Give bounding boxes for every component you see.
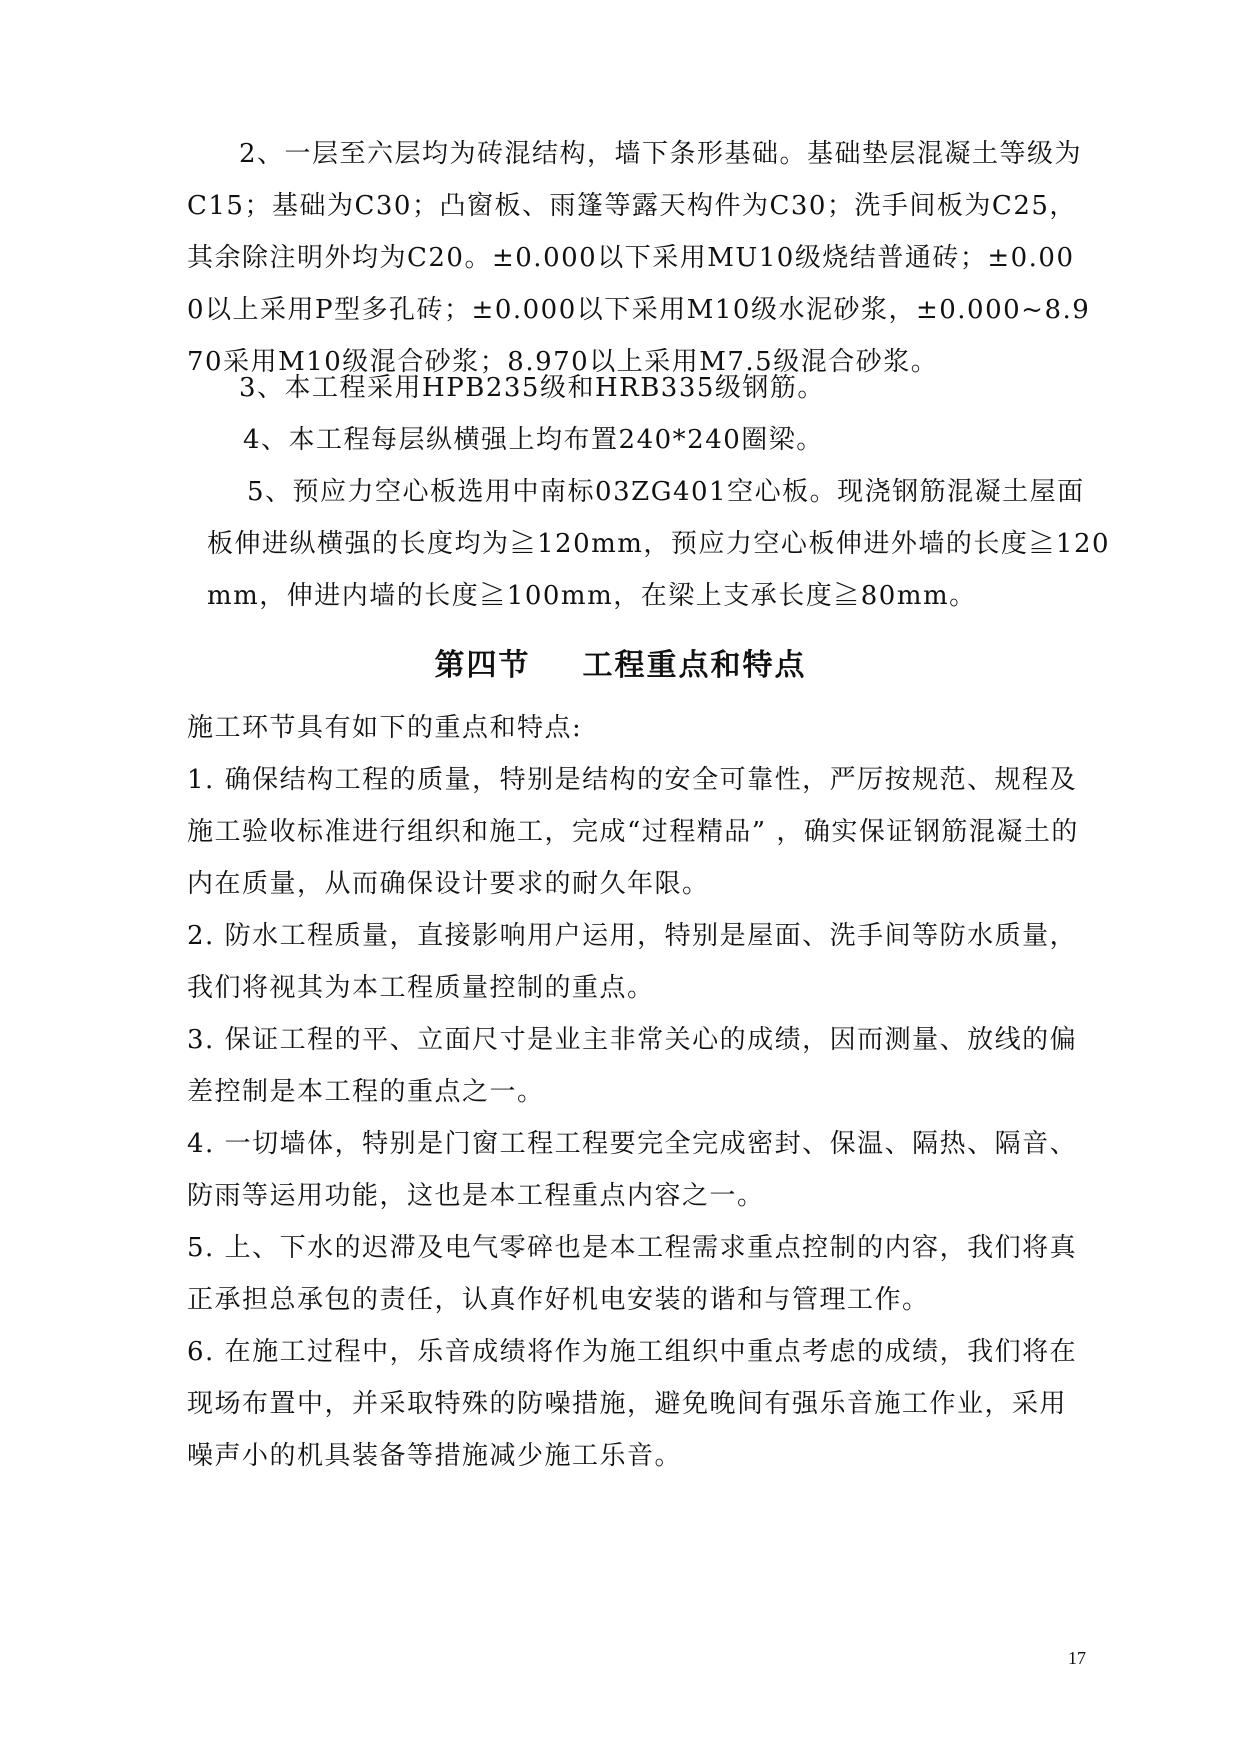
page-number: 17 bbox=[1068, 1648, 1086, 1668]
paragraph-5: 5、预应力空心板选用中南标03ZG401空心板。现浇钢筋混凝土屋面板伸进纵横强的长度均为≧120mm，预应力空心板伸进外墙的长度≧120mm，伸进内墙的长度≧100mm，在梁上支承长度≧80mm。 bbox=[207, 477, 1111, 611]
list-item-4: 4. 一切墙体，特别是门窗工程工程要完全完成密封、保温、隔热、隔音、防雨等运用功能，这也是本工程重点内容之一。 bbox=[187, 1129, 1078, 1211]
list-item-1: 1. 确保结构工程的质量，特别是结构的安全可靠性，严厉按规范、规程及施工验收标准进行组织和施工，完成“过程精品” ，确实保证钢筋混凝土的内在质量，从而确保设计要求的耐久年限。 bbox=[187, 765, 1079, 899]
list-item-3: 3. 保证工程的平、立面尺寸是业主非常关心的成绩，因而测量、放线的偏差控制是本工程的重点之一。 bbox=[187, 1025, 1078, 1107]
list-item-6: 6. 在施工过程中，乐音成绩将作为施工组织中重点考虑的成绩，我们将在现场布置中，并采取特殊的防噪措施，避免晚间有强乐音施工作业，采用噪声小的机具装备等措施减少施工乐音。 bbox=[187, 1337, 1078, 1471]
section-heading bbox=[0, 640, 1241, 684]
section-number: 第四节 bbox=[434, 648, 531, 683]
paragraph-2: 2、一层至六层均为砖混结构，墙下条形基础。基础垫层混凝土等级为C15；基础为C30；凸窗板、雨篷等露天构件为C30；洗手间板为C25，其余除注明外均为C20。±0.000以下采用MU10级烧结普通砖；±0.000以上采用P型多孔砖；±0.000以下采用M10级水泥砂浆，±0.000~8.970采用M10级混合砂浆；8.970以上采用M7.5级混合砂浆。 bbox=[187, 139, 1091, 377]
section-title: 工程重点和特点 bbox=[582, 648, 807, 683]
paragraph-4: 4、本工程每层纵横强上均布置240*240圈梁。 bbox=[243, 425, 824, 455]
list-item-2: 2. 防水工程质量，直接影响用户运用，特别是屋面、洗手间等防水质量，我们将视其为本工程质量控制的重点。 bbox=[187, 921, 1078, 1003]
intro-text: 施工环节具有如下的重点和特点: bbox=[187, 713, 583, 743]
list-item-5: 5. 上、下水的迟滞及电气零碎也是本工程需求重点控制的内容，我们将真正承担总承包的责任，认真作好机电安装的谐和与管理工作。 bbox=[187, 1233, 1078, 1315]
paragraph-3: 3、本工程采用HPB235级和HRB335级钢筋。 bbox=[239, 373, 825, 403]
